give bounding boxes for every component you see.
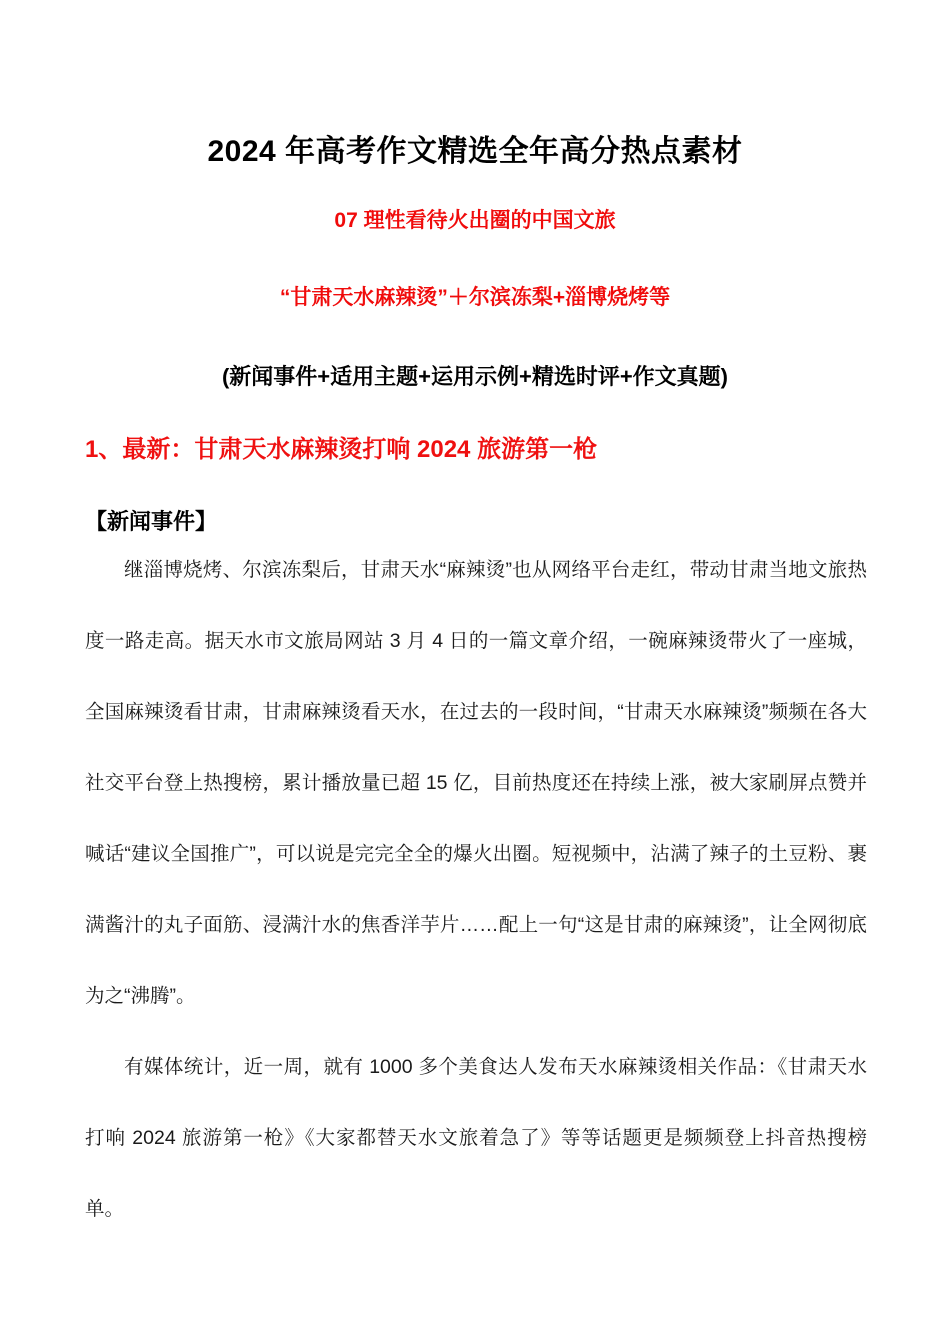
document-subtitle-keywords: “甘肃天水麻辣烫”＋尔滨冻梨+淄博烧烤等 — [279, 286, 671, 310]
document-subtitle-structure: (新闻事件+适用主题+运用示例+精选时评+作文真题) — [221, 364, 729, 389]
section-heading-news-event: 【新闻事件】 — [85, 509, 218, 535]
body-paragraph: 有媒体统计，近一周，就有 1000 多个美食达人发布天水麻辣烫相关作品：《甘肃天水打响 2024 旅游第一枪》《大家都替天水文旅着急了》等等话题更是频频登上抖音热搜榜单。 — [85, 1056, 867, 1220]
document-main-title: 2024 年高考作文精选全年高分热点素材 — [207, 135, 743, 169]
body-paragraph: 继淄博烧烤、尔滨冻梨后，甘肃天水“麻辣烫”也从网络平台走红，带动甘肃当地文旅热度一路走高。据天水市文旅局网站 3 月 4 日的一篇文章介绍，一碗麻辣烫带火了一座城，全国麻辣烫看甘肃，甘肃麻辣烫看天水，在过去的一段时间，“甘肃天水麻辣烫”频频在各大社交平台登上热搜榜，累计播放量已超 15 亿，目前热度还在持续上涨，被大家刷屏点赞并喊话“建议全国推广”，可以说是完完全全的爆火出圈。短视频中，沾满了辣子的土豆粉、裹满酱汁的丸子面筋、浸满汁水的焦香洋芋片……配上一句“这是甘肃的麻辣烫”，让全网彻底为之“沸腾”。 — [85, 559, 867, 1007]
document-body — [85, 535, 867, 1245]
document-subtitle-topic: 07 理性看待火出圈的中国文旅 — [334, 209, 616, 233]
section-heading-news-item-1: 1、最新：甘肃天水麻辣烫打响 2024 旅游第一枪 — [85, 436, 598, 463]
